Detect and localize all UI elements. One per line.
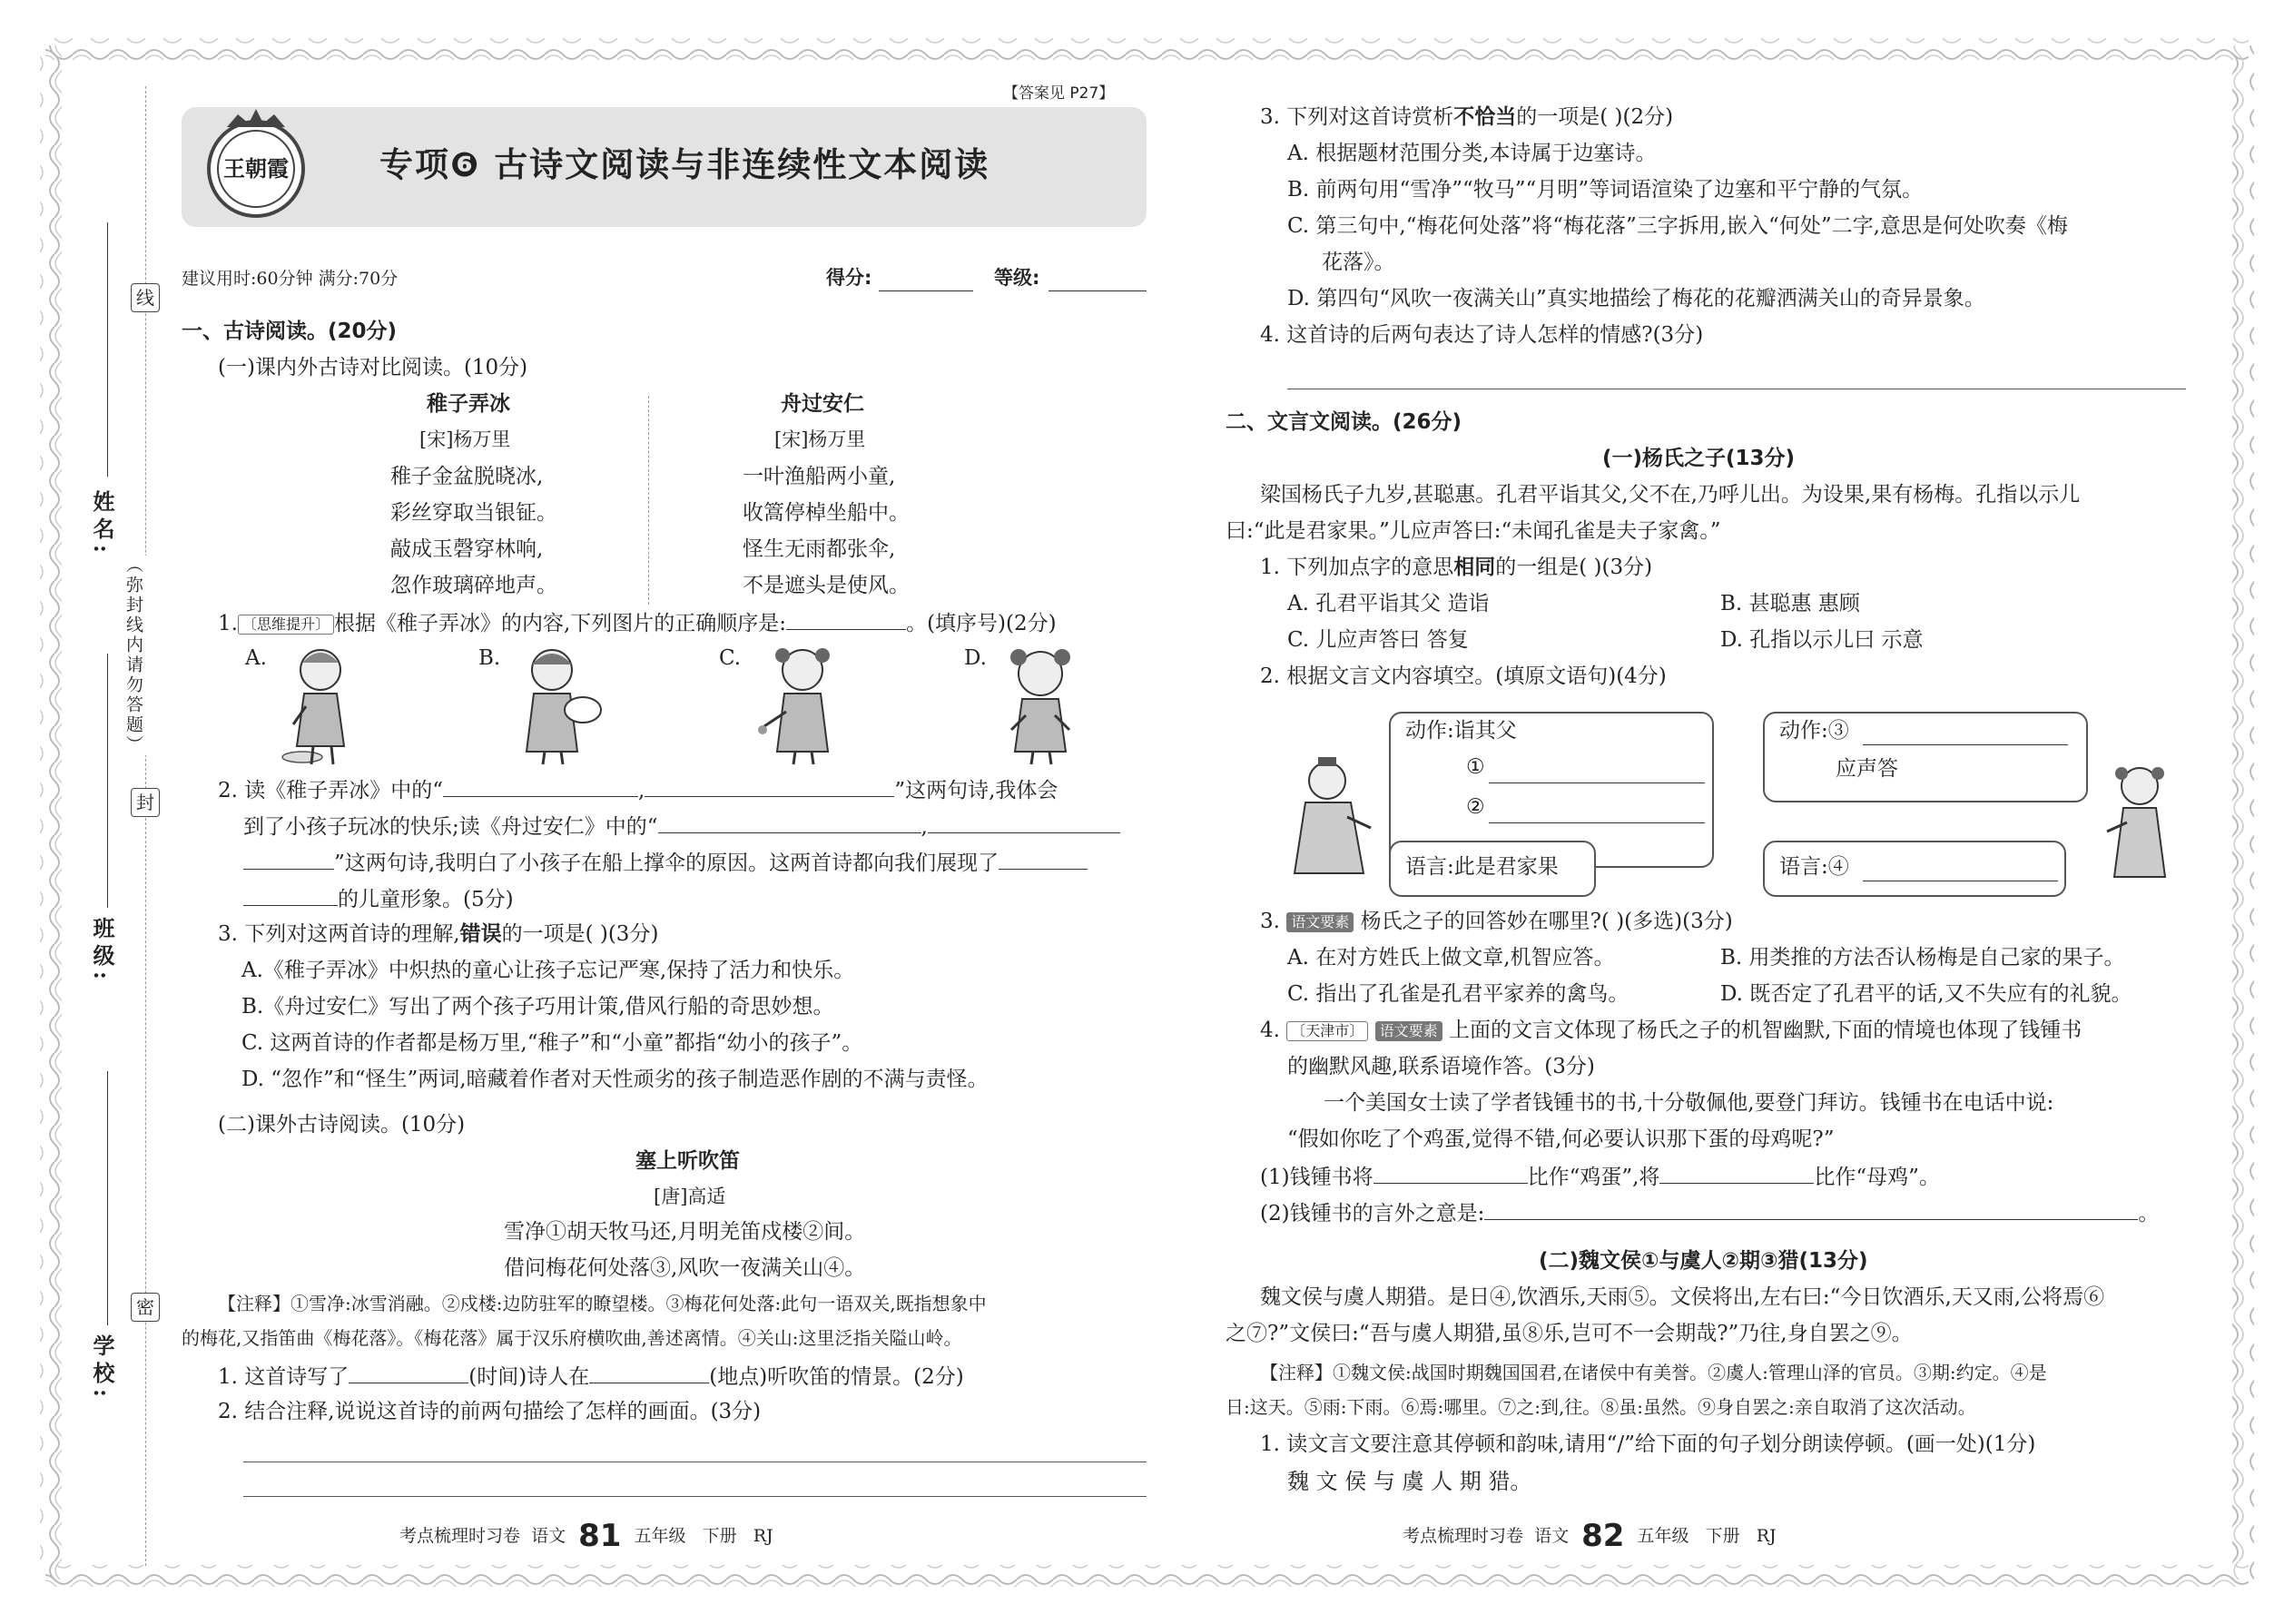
- poem2-author: [宋]杨万里: [774, 428, 866, 450]
- q2-blank-7[interactable]: [243, 886, 338, 906]
- pq4-blank-meaning[interactable]: [1484, 1200, 2138, 1220]
- poem1-line2: 彩丝穿取当银钲。: [390, 501, 557, 525]
- passage1-text-2: 曰:“此是君家果。”儿应声答曰:“未闻孔雀是夫子家禽。”: [1226, 519, 1721, 543]
- poem3-title: 塞上听吹笛: [635, 1149, 740, 1173]
- school-blank: [107, 1071, 108, 1325]
- child-figure-yang: [2102, 759, 2174, 886]
- poem-divider: [648, 396, 649, 605]
- p2q1-stem: 1. 读文言文要注意其停顿和韵味,请用“/”给下面的句子划分朗读停顿。(画一处)(1分): [1260, 1432, 2036, 1456]
- binding-notice: （弥封线内请勿答题）: [122, 556, 146, 755]
- pq1-option-c: C. 儿应声答曰 答复: [1287, 628, 1469, 652]
- poem1-title: 稚子弄冰: [427, 392, 510, 416]
- pq4-sub-1: (1)钱锺书将 比作“鸡蛋”,将 比作“母鸡”。: [1260, 1166, 1940, 1189]
- rq3-option-d: D. 第四句“风吹一夜满关山”真实地描绘了梅花的花瓣洒满关山的奇异景象。: [1287, 287, 1985, 310]
- q2-1-blank-place[interactable]: [589, 1363, 709, 1383]
- q2-blank-2[interactable]: [645, 777, 894, 797]
- answer-line-2[interactable]: [243, 1496, 1147, 1497]
- grade-label: 等级:: [994, 267, 1040, 289]
- poem2-line1: 一叶渔船两小童,: [743, 465, 896, 488]
- action-left-label: 动作:诣其父: [1405, 719, 1517, 743]
- q2-blank-1[interactable]: [443, 777, 638, 797]
- class-label: 班级:: [89, 917, 115, 985]
- poem1-line3: 敲成玉磬穿林响,: [390, 537, 544, 561]
- diagram-blank-2[interactable]: [1489, 822, 1705, 823]
- q1-option-a: A.: [245, 646, 267, 670]
- binding-xian: 线: [131, 283, 160, 312]
- school-label: 学校:: [89, 1334, 115, 1403]
- q3-option-b: B.《舟过安仁》写出了两个孩子巧用计策,借风行船的奇思妙想。: [241, 995, 834, 1019]
- poem1-author: [宋]杨万里: [419, 428, 511, 450]
- pq4-blank-egg[interactable]: [1373, 1164, 1528, 1184]
- q1-tag: 〔思维提升〕: [238, 615, 334, 634]
- passage2-note-2: 日:这天。⑤雨:下雨。⑥焉:哪里。⑦之:到,往。⑧虽:虽然。⑨身自罢之:亲自取消了这次活动。: [1226, 1396, 1976, 1418]
- pq3-option-d: D. 既否定了孔君平的话,又不失应有的礼貌。: [1720, 982, 2132, 1006]
- pq1-stem: 1. 下列加点字的意思相同的一组是( )(3分): [1260, 556, 1653, 579]
- subsection-2: (二)课外古诗阅读。(10分): [218, 1113, 466, 1137]
- poem2-line4: 不是遮头是使风。: [743, 574, 910, 597]
- passage2-note-1: 【注释】①魏文侯:战国时期魏国国君,在诸侯中有美誉。②虞人:管理山泽的官员。③期:约定。④是: [1260, 1362, 2047, 1383]
- section-1-heading: 一、古诗阅读。(20分): [182, 320, 398, 343]
- speech-right-label: 语言:④: [1779, 855, 1849, 879]
- pq4-story-1: 一个美国女士读了学者钱锺书的书,十分敬佩他,要登门拜访。钱锺书在电话中说:: [1324, 1091, 2054, 1115]
- pq4-sub-2: (2)钱锺书的言外之意是: 。: [1260, 1202, 2160, 1225]
- q1-option-c: C.: [719, 646, 742, 670]
- diagram-blank-1[interactable]: [1489, 782, 1705, 783]
- pq1-option-a: A. 孔君平诣其父 造诣: [1287, 592, 1490, 615]
- pq3-option-c: C. 指出了孔雀是孔君平家养的禽鸟。: [1287, 982, 1629, 1006]
- q3-option-a: A.《稚子弄冰》中炽热的童心让孩子忘记严寒,保持了活力和快乐。: [241, 959, 855, 982]
- time-limit: 建议用时:60分钟 满分:70分: [182, 269, 399, 289]
- pq4-region-tag: 〔天津市〕: [1286, 1021, 1368, 1040]
- svg-text:王朝霞: 王朝霞: [223, 155, 289, 182]
- score-label: 得分:: [826, 267, 872, 289]
- pq2-stem: 2. 根据文言文内容填空。(填原文语句)(4分): [1260, 664, 1667, 688]
- binding-mi: 密: [131, 1293, 160, 1322]
- pq4-blank-hen[interactable]: [1659, 1164, 1814, 1184]
- diagram-blank-3[interactable]: [1863, 744, 2068, 745]
- passage2-text-2: 之⑦?”文侯曰:“吾与虞人期猎,虽⑧乐,岂可不一会期哉?”乃往,身自罢之⑨。: [1226, 1322, 1913, 1345]
- speech-left-label: 语言:此是君家果: [1405, 855, 1559, 879]
- right-footer: 考点梳理时习卷 语文 82 五年级 下册 RJ: [1403, 1518, 1777, 1554]
- poem1-line4: 忽作玻璃碎地声。: [390, 574, 557, 597]
- poem3-line2: 借问梅花何处落③,风吹一夜满关山④。: [504, 1256, 866, 1280]
- rq3-option-c1: C. 第三句中,“梅花何处落”将“梅花落”三字拆用,嵌入“何处”二字,意思是何处吹奏《梅: [1287, 214, 2068, 238]
- pq4-line1: 4. 〔天津市〕 语文要素 上面的文言文体现了杨氏之子的机智幽默,下面的情境也体现了钱锺书: [1260, 1019, 2082, 1042]
- question-2-line2: 到了小孩子玩冰的快乐;读《舟过安仁》中的“ ,: [243, 813, 1120, 841]
- action-right-label: 动作:③: [1779, 719, 1849, 743]
- name-label: 姓名:: [89, 490, 115, 558]
- binding-feng: 封: [131, 788, 160, 817]
- question-2-2: 2. 结合注释,说说这首诗的前两句描绘了怎样的画面。(3分): [218, 1400, 762, 1423]
- grade-blank[interactable]: [1049, 290, 1147, 291]
- score-blank[interactable]: [879, 290, 973, 291]
- pq1-option-d: D. 孔指以示儿曰 示意: [1720, 628, 1924, 652]
- child-figure-c: [752, 643, 852, 766]
- name-blank: [107, 222, 108, 477]
- q1-suffix: 。(填序号)(2分): [906, 612, 1057, 635]
- question-1: [218, 610, 1057, 637]
- page-number-82: 82: [1581, 1518, 1625, 1554]
- q1-answer-blank[interactable]: [786, 610, 906, 630]
- pq3-option-b: B. 用类推的方法否认杨梅是自己家的果子。: [1720, 946, 2125, 969]
- passage2-title: (二)魏文侯①与虞人②期③猎(13分): [1539, 1249, 1868, 1273]
- question-2-1: 1. 这首诗写了 (时间)诗人在 (地点)听吹笛的情景。(2分): [218, 1365, 964, 1389]
- reply-label: 应声答: [1836, 757, 1898, 781]
- q2-blank-5[interactable]: [243, 850, 334, 870]
- question-2-line3: ”这两句诗,我明白了小孩子在船上撑伞的原因。这两首诗都向我们展现了: [243, 850, 1088, 877]
- publisher-logo: [202, 102, 310, 229]
- child-figure-d: [989, 643, 1089, 766]
- blank-1-label: ①: [1466, 755, 1485, 779]
- child-figure-a: [277, 643, 368, 766]
- rq3-option-a: A. 根据题材范围分类,本诗属于边塞诗。: [1287, 142, 1657, 165]
- poem3-note-1: 【注释】①雪净:冰雪消融。②戍楼:边防驻军的瞭望楼。③梅花何处落:此句一语双关,既指想象中: [218, 1293, 987, 1314]
- poem2-title: 舟过安仁: [781, 392, 864, 416]
- p2q1-sentence[interactable]: 魏 文 侯 与 虞 人 期 猎。: [1287, 1469, 1532, 1494]
- section-2-heading: 二、文言文阅读。(26分): [1226, 410, 1462, 434]
- q1-num: 1.: [218, 612, 238, 635]
- answer-ref: 【答案见 P27】: [1003, 84, 1115, 103]
- rq3-option-b: B. 前两句用“雪净”“牧马”“月明”等词语渲染了边塞和平宁静的气氛。: [1287, 178, 1924, 202]
- page-number-81: 81: [578, 1518, 622, 1554]
- rq4: 4. 这首诗的后两句表达了诗人怎样的情感?(3分): [1260, 323, 1704, 347]
- question-2-line1: 2. 读《稚子弄冰》中的“ , ”这两句诗,我体会: [218, 779, 1058, 802]
- pq1-option-b: B. 甚聪惠 惠顾: [1720, 592, 1860, 615]
- q1-option-d: D.: [964, 646, 987, 670]
- question-2-line4: 的儿童形象。(5分): [243, 886, 514, 913]
- poem3-author: [唐]高适: [654, 1186, 726, 1207]
- rq3-stem: 3. 下列对这首诗赏析不恰当的一项是( )(2分): [1260, 105, 1674, 129]
- q3-option-c: C. 这两首诗的作者都是杨万里,“稚子”和“小童”都指“幼小的孩子”。: [241, 1031, 863, 1055]
- poem2-line3: 怪生无雨都张伞,: [743, 537, 896, 561]
- rq3-option-c2: 花落》。: [1322, 251, 1395, 274]
- poem1-line1: 稚子金盆脱晓冰,: [390, 465, 544, 488]
- blank-2-label: ②: [1466, 795, 1485, 819]
- pq3-stem: 3. 语文要素 杨氏之子的回答妙在哪里?( )(多选)(3分): [1260, 910, 1733, 933]
- poem3-note-2: 的梅花,又指笛曲《梅花落》。《梅花落》属于汉乐府横吹曲,善述离情。④关山:这里泛指关隘山岭。: [182, 1327, 962, 1349]
- page-title: 专项❻ 古诗文阅读与非连续性文本阅读: [379, 145, 990, 184]
- q2-blank-3[interactable]: [658, 813, 921, 833]
- pq4-story-2: “假如你吃了个鸡蛋,觉得不错,何必要认识那下蛋的母鸡呢?”: [1287, 1127, 1835, 1151]
- left-footer: 考点梳理时习卷 语文 81 五年级 下册 RJ: [399, 1518, 773, 1554]
- q2-blank-6[interactable]: [999, 850, 1088, 870]
- q1-text: 根据《稚子弄冰》的内容,下列图片的正确顺序是:: [334, 612, 787, 635]
- child-figure-b: [508, 643, 608, 766]
- q1-option-b: B.: [478, 646, 501, 670]
- q2-1-blank-time[interactable]: [349, 1363, 468, 1383]
- passage2-text-1: 魏文侯与虞人期猎。是日④,饮酒乐,天雨⑤。文侯将出,左右曰:“今日饮酒乐,天又雨,公将焉⑥: [1260, 1285, 2105, 1309]
- poem3-line1: 雪净①胡天牧马还,月明羌笛戍楼②间。: [504, 1220, 866, 1244]
- pq3-tag: 语文要素: [1286, 912, 1354, 931]
- passage1-text-1: 梁国杨氏子九岁,甚聪惠。孔君平诣其父,父不在,乃呼儿出。为设果,果有杨梅。孔指以示儿: [1260, 483, 2081, 507]
- pq4-line2: 的幽默风趣,联系语境作答。(3分): [1287, 1055, 1595, 1078]
- class-blank: [107, 654, 108, 908]
- poem2-line2: 收篙停棹坐船中。: [743, 501, 910, 525]
- question-3: 3. 下列对这两首诗的理解,错误的一项是( )(3分): [218, 922, 659, 946]
- subsection-1: (一)课内外古诗对比阅读。(10分): [218, 356, 528, 379]
- pq4-tag: 语文要素: [1375, 1021, 1442, 1040]
- scholar-figure: [1287, 753, 1373, 881]
- q3-option-d: D. “忽作”和“怪生”两词,暗藏着作者对天性顽劣的孩子制造恶作剧的不满与责怪。: [241, 1068, 989, 1091]
- passage1-title: (一)杨氏之子(13分): [1602, 447, 1796, 470]
- pq3-option-a: A. 在对方姓氏上做文章,机智应答。: [1287, 946, 1615, 969]
- q2-blank-4[interactable]: [928, 813, 1120, 833]
